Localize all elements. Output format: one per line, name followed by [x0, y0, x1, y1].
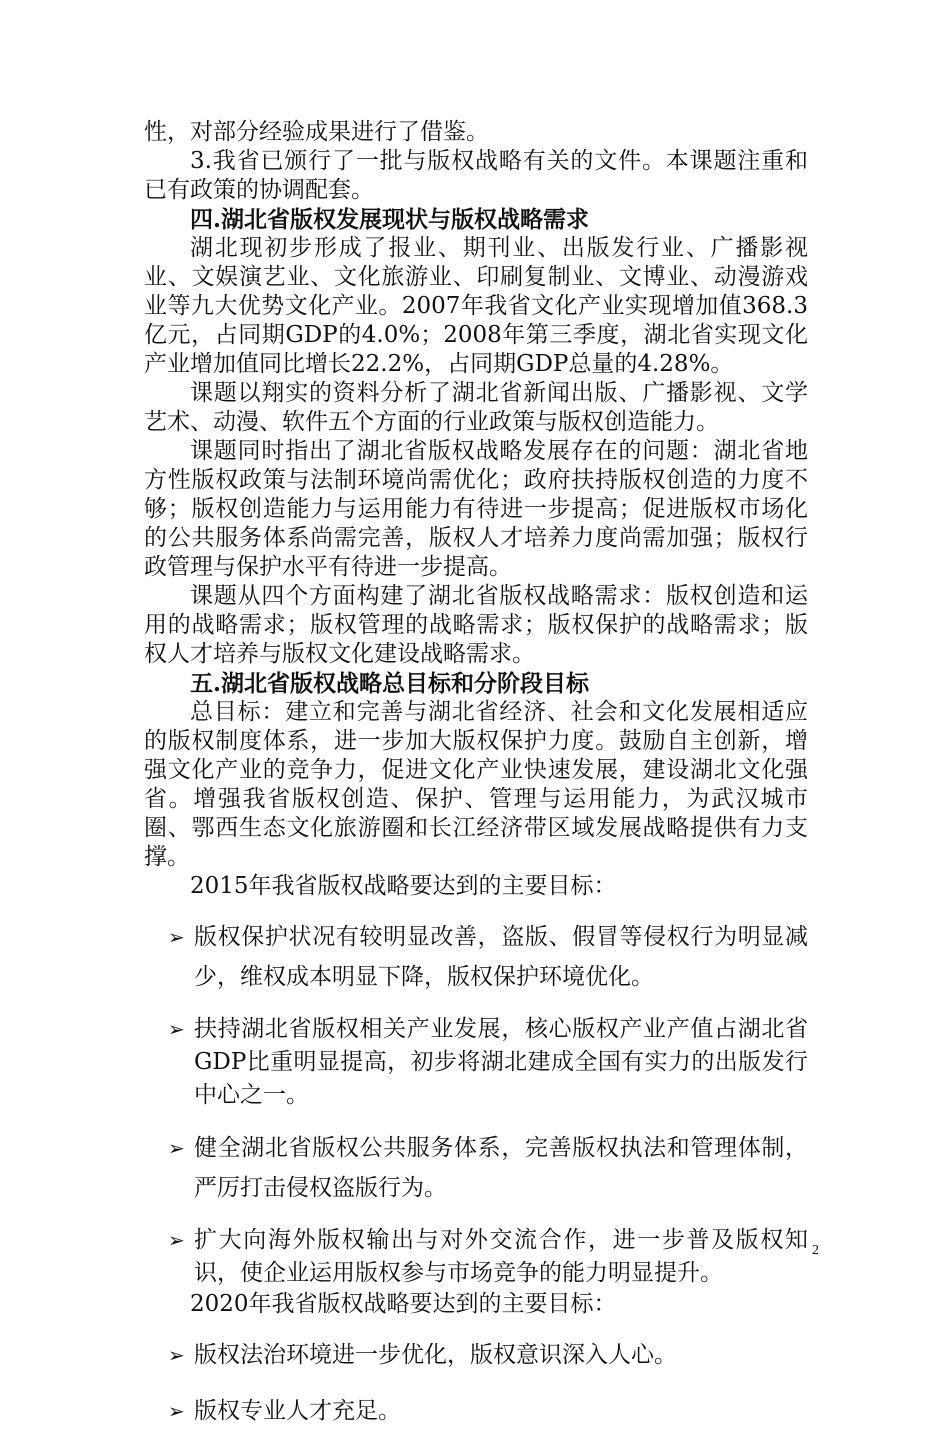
- paragraph-continuation: 性，对部分经验成果进行了借鉴。: [144, 119, 489, 145]
- arrow-bullet-icon: ➢: [168, 925, 185, 949]
- paragraph-strategy-needs: 课题从四个方面构建了湖北省版权战略需求：版权创造和运用的战略需求；版权管理的战略需求；版权保护的战略需求；版权人才培养与版权文化建设战略需求。: [144, 583, 808, 667]
- arrow-bullet-icon: ➢: [168, 1136, 185, 1160]
- list-item: [144, 1224, 808, 1290]
- paragraph-industry-analysis: 课题以翔实的资料分析了湖北省新闻出版、广播影视、文学艺术、动漫、软件五个方面的行业政策与版权创造能力。: [144, 380, 808, 435]
- list-item-text: 扩大向海外版权输出与对外交流合作，进一步普及版权知识，使企业运用版权参与市场竞争的能力明显提升。: [194, 1227, 808, 1286]
- arrow-bullet-icon: ➢: [168, 1017, 185, 1041]
- list-item-text: 版权法治环境进一步优化，版权意识深入人心。: [194, 1342, 677, 1368]
- list-item: [144, 1013, 808, 1112]
- list-item-text: 版权专业人才充足。: [194, 1398, 401, 1424]
- list-item-text: 扶持湖北省版权相关产业发展，核心版权产业产值占湖北省GDP比重明显提高，初步将湖北建成全国有实力的出版发行中心之一。: [194, 1016, 808, 1108]
- paragraph-problems: 课题同时指出了湖北省版权战略发展存在的问题：湖北省地方性版权政策与法制环境尚需优化；政府扶持版权创造的力度不够；版权创造能力与运用能力有待进一步提高；促进版权市场化的公共服务体系尚需完善，版权人才培养力度尚需加强；版权行政管理与保护水平有待进一步提高。: [144, 438, 808, 580]
- paragraph-overall-goal: 总目标：建立和完善与湖北省经济、社会和文化发展相适应的版权制度体系，进一步加大版权保护力度。鼓励自主创新，增强文化产业的竞争力，促进文化产业快速发展，建设湖北文化强省。增强我省版权创造、保护、管理与运用能力，为武汉城市圈、鄂西生态文化旅游圈和长江经济带区域发展战略提供有力支撑。: [144, 699, 808, 870]
- page-content: [144, 118, 808, 1431]
- arrow-bullet-icon: ➢: [168, 1228, 185, 1252]
- paragraph-industry-status: 湖北现初步形成了报业、期刊业、出版发行业、广播影视业、文娱演艺业、文化旅游业、印刷复制业、文博业、动漫游戏业等九大优势文化产业。2007年我省文化产业实现增加值368.3亿元，占同期GDP的4.0%；2008年第三季度，湖北省实现文化产业增加值同比增长22.2%，占同期GDP总量的4.28%。: [144, 235, 808, 377]
- list-item: [144, 1391, 808, 1431]
- list-item-text: 版权保护状况有较明显改善，盗版、假冒等侵权行为明显减少，维权成本明显下降，版权保护环境优化。: [194, 924, 808, 990]
- page-number: 2: [812, 1243, 819, 1258]
- section-heading-5: 五.湖北省版权战略总目标和分阶段目标: [190, 670, 590, 697]
- list-item-text: 健全湖北省版权公共服务体系，完善版权执法和管理体制，严厉打击侵权盗版行为。: [194, 1135, 808, 1201]
- list-item: [144, 1335, 808, 1375]
- goals-2015-intro: 2015年我省版权战略要达到的主要目标：: [190, 873, 617, 899]
- goals-2020-intro: 2020年我省版权战略要达到的主要目标：: [190, 1291, 617, 1317]
- list-item: [144, 1128, 808, 1208]
- arrow-bullet-icon: ➢: [168, 1343, 185, 1367]
- list-item: [144, 917, 808, 997]
- section-heading-4: 四.湖北省版权发展现状与版权战略需求: [190, 206, 590, 233]
- arrow-bullet-icon: ➢: [168, 1399, 185, 1423]
- paragraph-policy-files: 3.我省已颁行了一批与版权战略有关的文件。本课题注重和已有政策的协调配套。: [144, 148, 808, 203]
